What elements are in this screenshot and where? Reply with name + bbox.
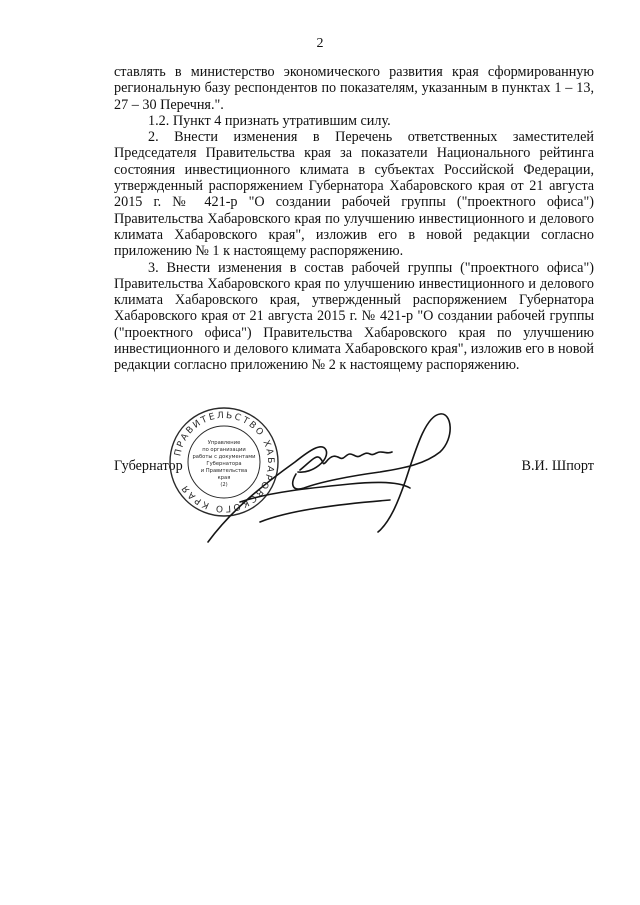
svg-text:(2): (2) bbox=[220, 482, 228, 488]
page-number: 2 bbox=[316, 36, 324, 51]
signatory-title: Губернатор bbox=[114, 458, 183, 474]
svg-text:Губернатора: Губернатора bbox=[206, 461, 242, 467]
document-body bbox=[114, 64, 594, 374]
signatory-name: В.И. Шпорт bbox=[521, 458, 594, 474]
paragraph-continuation: ставлять в министерство экономического развития края сформированную региональную базу респондентов по показателям, указанным в пунктах 1 – 13, 27 – 30 Перечня.". bbox=[114, 64, 594, 113]
svg-text:и Правительства: и Правительства bbox=[200, 468, 248, 474]
paragraph-item-1-2: 1.2. Пункт 4 признать утратившим силу. bbox=[148, 112, 391, 129]
svg-text:работы с документами: работы с документами bbox=[192, 454, 256, 460]
paragraph-item-2: 2. Внести изменения в Перечень ответственных заместителей Председателя Правительства края за показатели Национального рейтинга состояния инвестиционного климата в субъектах Российской Федерации, утвержденный распоряжением Губернатора Хабаровского края от 21 августа 2015 г. № 421-р "О создании рабочей группы ("проектного офиса") Правительства Хабаровского края по улучшению инвестиционного и делового климата Хабаровского края", изложив его в новой редакции согласно приложению № 1 к настоящему распоряжению. bbox=[114, 129, 594, 260]
svg-text:по организации: по организации bbox=[202, 447, 246, 453]
svg-text:края: края bbox=[217, 475, 231, 481]
handwritten-signature bbox=[200, 392, 460, 552]
svg-text:ПРАВИТЕЛЬСТВО ХАБАРОВСКОГО КРА: ПРАВИТЕЛЬСТВО ХАБАРОВСКОГО КРАЯ bbox=[173, 410, 276, 514]
paragraph-item-3: 3. Внести изменения в состав рабочей группы ("проектного офиса") Правительства Хабаровского края по улучшению инвестиционного и делового климата Хабаровского края, утвержденный распоряжением Губернатора Хабаровского края от 21 августа 2015 г. № 421-р "О создании рабочей группы ("проектного офиса") Правительства Хабаровского края по улучшению инвестиционного и делового климата Хабаровского края", изложив его в новой редакции согласно приложению № 2 к настоящему распоряжению. bbox=[114, 259, 594, 374]
svg-text:Управление: Управление bbox=[207, 440, 241, 446]
